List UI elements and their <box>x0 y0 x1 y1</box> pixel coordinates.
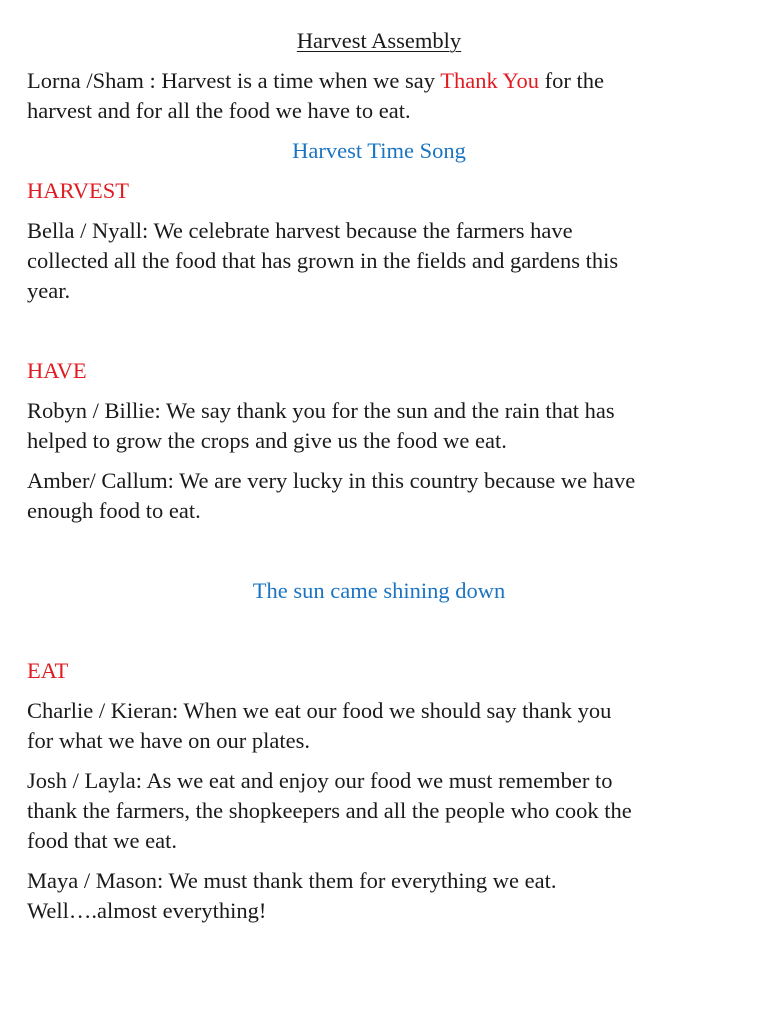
bella-line-2: collected all the food that has grown in the fields and gardens this <box>27 248 619 273</box>
intro-line-1 <box>27 66 604 96</box>
josh-line-2: thank the farmers, the shopkeepers and all the people who cook the <box>27 798 632 823</box>
heading-have: HAVE <box>27 358 87 383</box>
heading-harvest: HARVEST <box>27 178 129 203</box>
intro-line-2: harvest and for all the food we have to eat. <box>27 98 411 123</box>
charlie-line-2: for what we have on our plates. <box>27 728 311 753</box>
bella-line-1: Bella / Nyall: We celebrate harvest because the farmers have <box>27 218 573 243</box>
document-title: Harvest Assembly <box>296 28 462 53</box>
song-title-sun-came-shining: The sun came shining down <box>252 578 506 603</box>
thank-you-highlight: Thank You <box>440 68 540 93</box>
intro-text: Lorna /Sham : Harvest is a time when we say <box>27 68 441 93</box>
charlie-line-1: Charlie / Kieran: When we eat our food we should say thank you <box>27 698 612 723</box>
amber-line-1: Amber/ Callum: We are very lucky in this country because we have <box>27 468 636 493</box>
amber-line-2: enough food to eat. <box>27 498 201 523</box>
bella-line-3: year. <box>27 278 71 303</box>
josh-line-3: food that we eat. <box>27 828 177 853</box>
robyn-line-1: Robyn / Billie: We say thank you for the sun and the rain that has <box>27 398 615 423</box>
robyn-line-2: helped to grow the crops and give us the food we eat. <box>27 428 507 453</box>
maya-line-1: Maya / Mason: We must thank them for everything we eat. <box>27 868 557 893</box>
intro-text-end: for the <box>539 68 605 93</box>
maya-line-2: Well….almost everything! <box>27 898 267 923</box>
song-title-harvest-time: Harvest Time Song <box>292 138 466 163</box>
josh-line-1: Josh / Layla: As we eat and enjoy our food we must remember to <box>27 768 613 793</box>
heading-eat: EAT <box>27 658 69 683</box>
